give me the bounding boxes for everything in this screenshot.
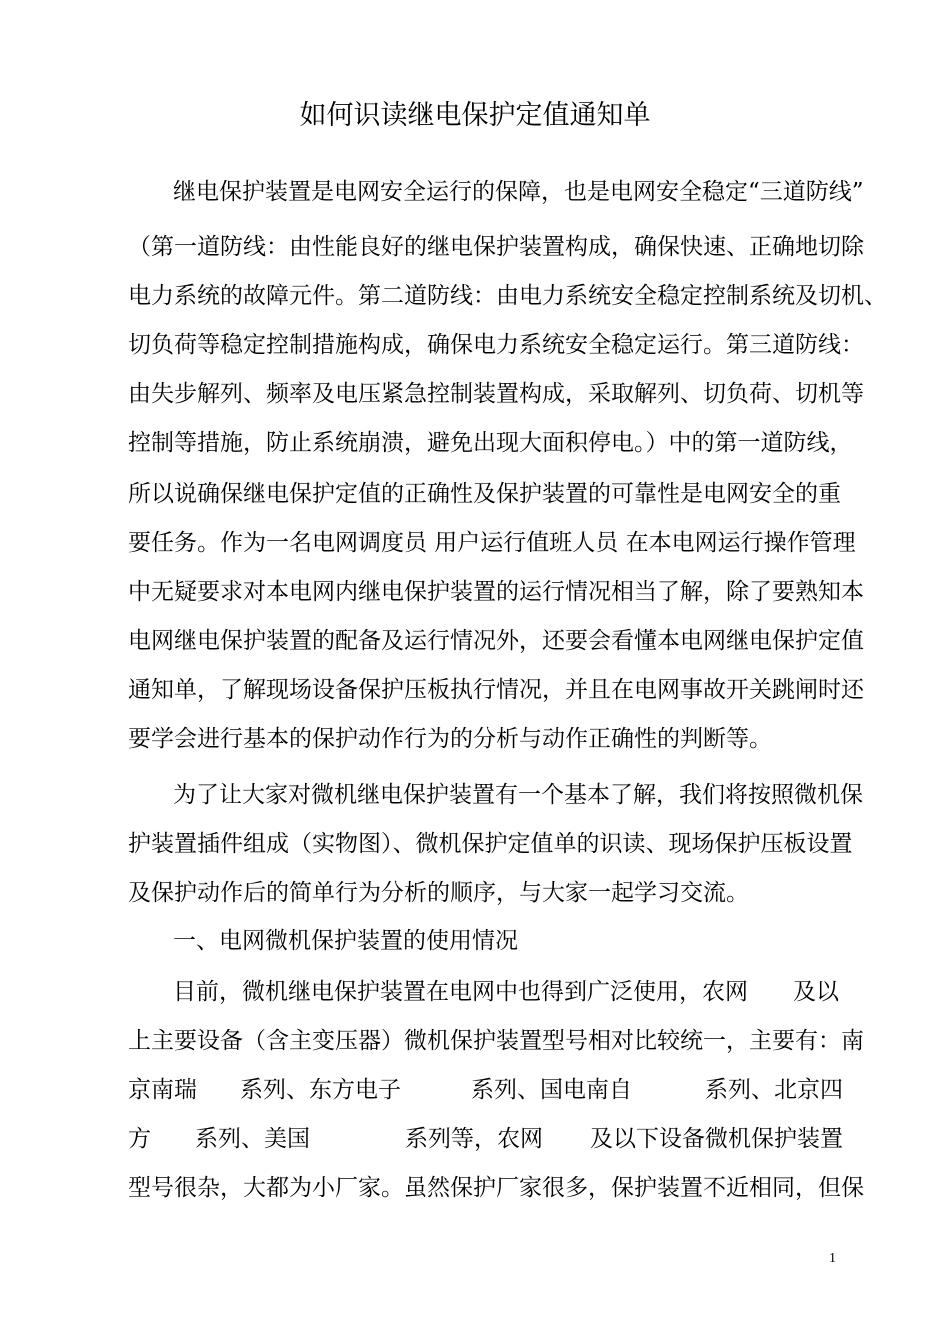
paragraph-line: 电网继电保护装置的配备及运行情况外，还要会看懂本电网继电保护定值: [128, 628, 864, 654]
paragraph-line: 控制等措施，防止系统崩溃，避免出现大面积停电。）中的第一道防线，: [128, 430, 853, 456]
paragraph-line: 通知单，了解现场设备保护压板执行情况，并且在电网事故开关跳闸时还: [128, 677, 864, 703]
text-segment: 目前，微机继电保护装置在电网中也得到广泛使用，农网: [173, 979, 748, 1005]
paragraph-line: 为了让大家对微机继电保护装置有一个基本了解，我们将按照微机保: [173, 782, 863, 808]
paragraph-line: 要学会进行基本的保护动作行为的分析与动作正确性的判断等。: [128, 726, 772, 752]
paragraph-line: [128, 1073, 843, 1107]
text-segment: 系列、东方电子: [240, 1077, 401, 1103]
paragraph-line: 及保护动作后的简单行为分析的顺序，与大家一起学习交流。: [128, 880, 749, 906]
section-heading: 一、电网微机保护装置的使用情况: [173, 928, 518, 954]
paragraph-line: 由失步解列、频率及电压紧急控制装置构成，采取解列、切负荷、切机等: [128, 381, 864, 407]
paragraph-line: 所以说确保继电保护定值的正确性及保护装置的可靠性是电网安全的重: [128, 481, 841, 507]
paragraph-line: 要任务。作为一名电网调度员 用户运行值班人员 在本电网运行操作管理: [128, 530, 856, 556]
paragraph-line: 电力系统的故障元件。第二道防线：由电力系统安全稳定控制系统及切机、: [128, 283, 887, 309]
paragraph-line: 上主要设备（含主变压器）微机保护装置型号相对比较统一，主要有：南: [128, 1028, 864, 1054]
text-segment: 京南瑞: [128, 1077, 197, 1103]
document-title: 如何识读继电保护定值通知单: [299, 100, 651, 131]
paragraph-line: 型号很杂，大都为小厂家。虽然保护厂家很多，保护装置不近相同，但保: [128, 1175, 864, 1201]
paragraph-line: 继电保护装置是电网安全运行的保障，也是电网安全稳定“三道防线”: [173, 179, 864, 205]
paragraph-line: [173, 975, 839, 1009]
text-segment: 方: [128, 1126, 151, 1152]
text-segment: 及以: [793, 979, 839, 1005]
text-segment: 及以下设备微机保护装置: [590, 1126, 843, 1152]
paragraph-line: 护装置插件组成（实物图）、微机保护定值单的识读、现场保护压板设置: [128, 831, 853, 857]
text-segment: 系列、美国: [195, 1126, 310, 1152]
paragraph-line: 中无疑要求对本电网内继电保护装置的运行情况相当了解，除了要熟知本: [128, 579, 864, 605]
text-segment: 系列、国电南自: [471, 1077, 632, 1103]
paragraph-line: （第一道防线：由性能良好的继电保护装置构成，确保快速、正确地切除: [128, 234, 864, 260]
text-segment: 系列、北京四: [705, 1077, 843, 1103]
paragraph-line: 切负荷等稳定控制措施构成，确保电力系统安全稳定运行。第三道防线：: [128, 332, 864, 358]
text-segment: 系列等，农网: [405, 1126, 543, 1152]
paragraph-line: [128, 1122, 843, 1156]
page-number: 1: [829, 1251, 836, 1266]
